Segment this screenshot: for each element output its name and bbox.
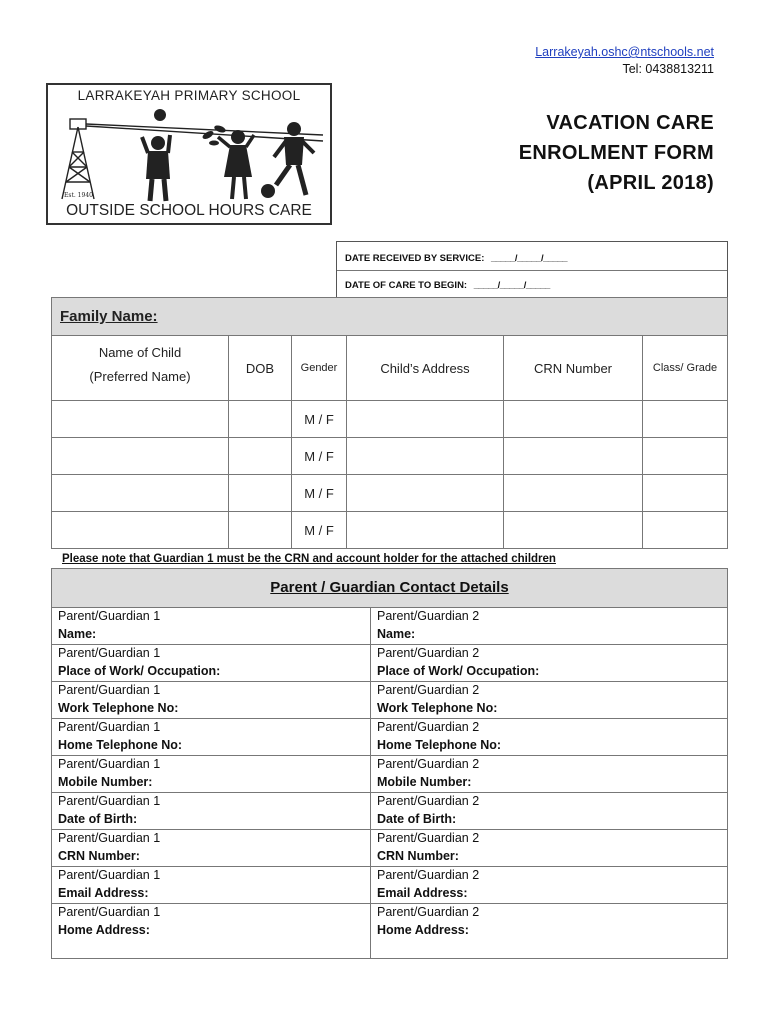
guardian-2-field-cell[interactable] xyxy=(371,830,728,867)
guardian-1-field-cell[interactable] xyxy=(52,719,371,756)
child-name-cell[interactable] xyxy=(52,438,229,475)
guardian-2-field-cell[interactable] xyxy=(371,682,728,719)
column-header-row xyxy=(52,336,728,401)
guardian-2-field-cell[interactable] xyxy=(371,645,728,682)
guardian-1-label: Parent/Guardian 1 xyxy=(58,831,161,845)
child-gender-cell[interactable]: M / F xyxy=(292,401,347,438)
guardian-2-field-cell[interactable] xyxy=(371,867,728,904)
form-title xyxy=(519,108,714,198)
child-address-cell[interactable] xyxy=(347,438,504,475)
guardian-2-label: Parent/Guardian 2 xyxy=(377,868,480,882)
logo-program-name: OUTSIDE SCHOOL HOURS CARE xyxy=(66,202,312,219)
guardian-1-label: Parent/Guardian 1 xyxy=(58,646,161,660)
guardian-field-label: CRN Number: xyxy=(377,848,459,863)
guardian-2-label: Parent/Guardian 2 xyxy=(377,646,480,660)
title-line-2: ENROLMENT FORM xyxy=(518,142,714,164)
guardian-field-label: Name: xyxy=(377,626,416,641)
child-crn-cell[interactable] xyxy=(504,512,643,549)
guardian-field-row xyxy=(52,830,728,867)
date-of-care-row xyxy=(337,270,727,298)
telephone: Tel: 0438813211 xyxy=(622,62,714,76)
guardian-field-label: Home Telephone No: xyxy=(58,737,183,752)
guardian-field-row xyxy=(52,608,728,645)
child-name-cell[interactable] xyxy=(52,401,229,438)
guardian-2-label: Parent/Guardian 2 xyxy=(377,831,480,845)
guardian-field-row xyxy=(52,719,728,756)
date-received-field[interactable]: _____/_____/_____ xyxy=(491,253,568,264)
child-crn-cell[interactable] xyxy=(504,438,643,475)
guardian-2-label: Parent/Guardian 2 xyxy=(377,609,480,623)
guardian-field-row xyxy=(52,756,728,793)
guardian-1-label: Parent/Guardian 1 xyxy=(58,757,161,771)
logo-school-name: LARRAKEYAH PRIMARY SCHOOL xyxy=(77,88,301,103)
child-name-cell[interactable] xyxy=(52,512,229,549)
guardian-field-row xyxy=(52,904,728,959)
guardian-2-field-cell[interactable] xyxy=(371,608,728,645)
guardian-2-field-cell[interactable] xyxy=(371,904,728,959)
guardian-2-label: Parent/Guardian 2 xyxy=(377,720,480,734)
child-address-cell[interactable] xyxy=(347,401,504,438)
guardian-field-label: Work Telephone No: xyxy=(58,700,179,715)
child-dob-cell[interactable] xyxy=(229,438,292,475)
guardian-2-label: Parent/Guardian 2 xyxy=(377,905,480,919)
child-crn-cell[interactable] xyxy=(504,475,643,512)
guardian-field-label: Home Address: xyxy=(377,922,469,937)
guardian-field-label: Home Telephone No: xyxy=(377,737,502,752)
title-line-3: (APRIL 2018) xyxy=(587,172,714,194)
guardian-field-label: Date of Birth: xyxy=(58,811,138,826)
guardian-1-field-cell[interactable] xyxy=(52,682,371,719)
guardian-1-field-cell[interactable] xyxy=(52,793,371,830)
guardian-note: Please note that Guardian 1 must be the CRN and account holder for the attached children xyxy=(62,553,556,565)
child-class-cell[interactable] xyxy=(643,512,728,549)
child-row xyxy=(52,475,728,512)
children-playing-illustration xyxy=(48,107,330,207)
guardian-field-row xyxy=(52,645,728,682)
child-row xyxy=(52,438,728,475)
header-dob: DOB xyxy=(229,336,292,401)
child-row xyxy=(52,401,728,438)
logo-established: Est. 1940 xyxy=(64,192,93,199)
service-use-box xyxy=(336,241,728,299)
family-table xyxy=(51,297,728,549)
date-received-row xyxy=(337,242,727,270)
guardian-1-label: Parent/Guardian 1 xyxy=(58,868,161,882)
date-of-care-label: DATE OF CARE TO BEGIN: xyxy=(345,280,468,291)
date-of-care-field[interactable]: _____/_____/_____ xyxy=(473,280,550,291)
school-logo xyxy=(46,83,332,225)
guardian-field-label: Work Telephone No: xyxy=(377,700,498,715)
child-crn-cell[interactable] xyxy=(504,401,643,438)
family-name-row xyxy=(52,298,728,336)
guardian-field-label: Place of Work/ Occupation: xyxy=(58,663,221,678)
family-name-field[interactable] xyxy=(52,298,728,336)
guardian-title xyxy=(52,569,728,608)
child-address-cell[interactable] xyxy=(347,512,504,549)
child-gender-cell[interactable]: M / F xyxy=(292,438,347,475)
guardian-field-label: Mobile Number: xyxy=(58,774,153,789)
child-dob-cell[interactable] xyxy=(229,512,292,549)
child-dob-cell[interactable] xyxy=(229,475,292,512)
guardian-field-row xyxy=(52,682,728,719)
child-class-cell[interactable] xyxy=(643,401,728,438)
child-gender-cell[interactable]: M / F xyxy=(292,475,347,512)
guardian-field-row xyxy=(52,793,728,830)
guardian-field-label: CRN Number: xyxy=(58,848,140,863)
guardian-1-field-cell[interactable] xyxy=(52,830,371,867)
guardian-2-field-cell[interactable] xyxy=(371,793,728,830)
guardian-1-field-cell[interactable] xyxy=(52,904,371,959)
header-child-name-line2: (Preferred Name) xyxy=(89,369,191,384)
child-row xyxy=(52,512,728,549)
guardian-title-text: Parent / Guardian Contact Details xyxy=(270,579,509,596)
child-dob-cell[interactable] xyxy=(229,401,292,438)
contact-block xyxy=(535,44,714,78)
child-address-cell[interactable] xyxy=(347,475,504,512)
header-gender: Gender xyxy=(292,336,347,401)
guardian-2-field-cell[interactable] xyxy=(371,719,728,756)
guardian-1-label: Parent/Guardian 1 xyxy=(58,905,161,919)
guardian-field-label: Date of Birth: xyxy=(377,811,457,826)
header-crn: CRN Number xyxy=(504,336,643,401)
family-name-label: Family Name: xyxy=(60,308,158,325)
guardian-title-row xyxy=(52,569,728,608)
guardian-1-label: Parent/Guardian 1 xyxy=(58,609,161,623)
guardian-field-label: Email Address: xyxy=(377,885,468,900)
guardian-1-label: Parent/Guardian 1 xyxy=(58,683,161,697)
guardian-1-field-cell[interactable] xyxy=(52,608,371,645)
guardian-2-field-cell[interactable] xyxy=(371,756,728,793)
guardian-1-field-cell[interactable] xyxy=(52,867,371,904)
date-received-label: DATE RECEIVED BY SERVICE: xyxy=(345,253,485,264)
guardian-field-label: Name: xyxy=(58,626,97,641)
child-gender-cell[interactable]: M / F xyxy=(292,512,347,549)
guardian-field-label: Home Address: xyxy=(58,922,150,937)
child-name-cell[interactable] xyxy=(52,475,229,512)
guardian-field-label: Email Address: xyxy=(58,885,149,900)
guardian-2-label: Parent/Guardian 2 xyxy=(377,794,480,808)
guardian-1-field-cell[interactable] xyxy=(52,645,371,682)
child-class-cell[interactable] xyxy=(643,438,728,475)
header-child-name xyxy=(52,336,229,401)
guardian-2-label: Parent/Guardian 2 xyxy=(377,683,480,697)
guardian-field-label: Place of Work/ Occupation: xyxy=(377,663,540,678)
guardian-field-label: Mobile Number: xyxy=(377,774,472,789)
child-class-cell[interactable] xyxy=(643,475,728,512)
guardian-field-row xyxy=(52,867,728,904)
header-address: Child’s Address xyxy=(347,336,504,401)
guardian-table xyxy=(51,568,728,959)
guardian-2-label: Parent/Guardian 2 xyxy=(377,757,480,771)
guardian-1-field-cell[interactable] xyxy=(52,756,371,793)
guardian-1-label: Parent/Guardian 1 xyxy=(58,794,161,808)
email-link[interactable]: Larrakeyah.oshc@ntschools.net xyxy=(535,45,714,59)
header-class: Class/ Grade xyxy=(643,336,728,401)
guardian-1-label: Parent/Guardian 1 xyxy=(58,720,161,734)
title-line-1: VACATION CARE xyxy=(546,112,714,134)
header-child-name-line1: Name of Child xyxy=(98,345,182,360)
